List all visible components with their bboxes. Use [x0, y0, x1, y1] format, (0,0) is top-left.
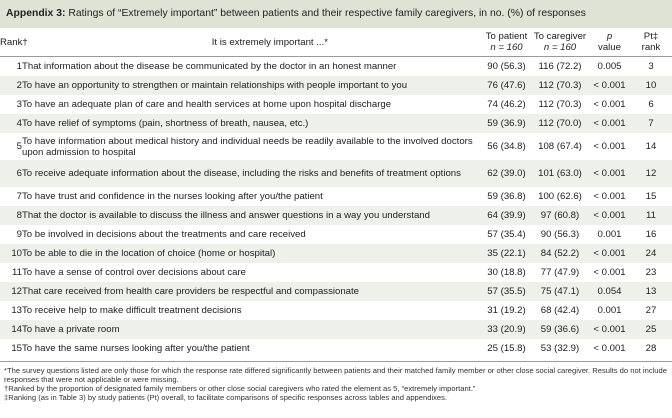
row-rank: 4: [0, 114, 22, 133]
row-p-value: 0.005: [597, 61, 622, 72]
row-patient: 31 (19.2): [487, 305, 526, 316]
row-caregiver: 100 (62.6): [538, 191, 582, 202]
row-pt-rank: 10: [630, 76, 672, 95]
header-caregiver-label: To caregiver: [533, 31, 587, 42]
row-p-value: < 0.001: [589, 160, 630, 187]
header-patient-label: To patient: [485, 31, 528, 42]
row-p-value: < 0.001: [589, 206, 630, 225]
row-caregiver: 112 (70.0): [531, 114, 589, 133]
header-patient-n: n = 160: [490, 42, 523, 53]
row-item: To receive help to make difficult treatment decisions: [22, 305, 242, 316]
table-row: [0, 57, 672, 77]
header-p-label: p: [606, 31, 613, 42]
row-p-value: < 0.001: [593, 267, 626, 278]
header-rank-item: [0, 28, 482, 57]
row-p-value: < 0.001: [589, 114, 630, 133]
header-pt-label: Pt‡: [643, 31, 659, 42]
header-rank-label: rank: [641, 42, 661, 53]
row-rank: 10: [0, 244, 22, 263]
row-rank: 6: [0, 160, 22, 187]
row-pt-rank: 13: [630, 282, 672, 301]
row-pt-rank: 16: [645, 229, 657, 240]
table-caption: [0, 0, 672, 28]
row-patient: 62 (39.0): [482, 160, 531, 187]
row-pt-rank: 3: [648, 61, 654, 72]
row-item: To have information about medical history and individual needs be readily available to the involved doctors upon admission to hospital: [22, 135, 473, 158]
table-row: [0, 160, 672, 187]
row-patient: 76 (47.6): [482, 76, 531, 95]
row-p-value: < 0.001: [589, 76, 630, 95]
row-patient: 33 (20.9): [482, 320, 531, 339]
row-patient: 25 (15.8): [487, 343, 526, 354]
row-p-value: < 0.001: [593, 141, 626, 152]
row-caregiver: 75 (47.1): [531, 282, 589, 301]
row-item: To have trust and confidence in the nurses looking after you/the patient: [22, 191, 323, 202]
table-row: [0, 114, 672, 133]
row-patient: 64 (39.9): [482, 206, 531, 225]
header-value-label: value: [598, 42, 621, 53]
row-p-value: < 0.001: [589, 244, 630, 263]
row-rank: 11: [12, 267, 22, 278]
table-row: [0, 225, 672, 244]
header-caregiver-n: n = 160: [543, 42, 577, 53]
row-rank: 14: [0, 320, 22, 339]
header-rank: Rank†: [0, 36, 28, 48]
header-p-value: [589, 28, 630, 57]
table-row: [0, 244, 672, 263]
row-patient: 35 (22.1): [482, 244, 531, 263]
row-item: To have an opportunity to strengthen or maintain relationships with people important to you: [22, 76, 482, 95]
row-caregiver: 108 (67.4): [538, 141, 582, 152]
row-caregiver: 97 (60.8): [531, 206, 589, 225]
row-patient: 59 (36.8): [487, 191, 526, 202]
table-row: [0, 282, 672, 301]
row-caregiver: 101 (63.0): [531, 160, 589, 187]
row-rank: 15: [11, 343, 22, 354]
row-caregiver: 77 (47.9): [540, 267, 580, 278]
row-caregiver: 68 (42.4): [540, 305, 580, 316]
row-rank: 2: [0, 76, 22, 95]
row-caregiver: 112 (70.3): [531, 76, 589, 95]
header-patient: [482, 28, 531, 57]
row-item: To have an adequate plan of care and health services at home upon hospital discharge: [22, 99, 392, 110]
table-row: [0, 206, 672, 225]
row-caregiver: 53 (32.9): [540, 343, 580, 354]
row-p-value: 0.001: [597, 229, 622, 240]
row-pt-rank: 6: [648, 99, 654, 110]
row-pt-rank: 25: [630, 320, 672, 339]
table-row: [0, 320, 672, 339]
row-caregiver: 90 (56.3): [540, 229, 580, 240]
table-header-row: [0, 28, 672, 57]
row-p-value: < 0.001: [589, 320, 630, 339]
footnote-dagger: †Ranked by the proportion of designated family members or other close social caregivers who rated the element as 5, “extremely important.”: [4, 384, 476, 393]
ratings-table: [0, 28, 672, 358]
row-item: To be able to die in the location of choice (home or hospital): [22, 244, 482, 263]
row-pt-rank: 7: [630, 114, 672, 133]
row-p-value: < 0.001: [593, 99, 626, 110]
table-row: [0, 339, 672, 358]
row-pt-rank: 28: [645, 343, 657, 354]
table-row: [0, 95, 672, 114]
table-body: [0, 57, 672, 359]
row-item: That the doctor is available to discuss the illness and answer questions in a way you understand: [22, 206, 482, 225]
row-p-value: < 0.001: [593, 191, 626, 202]
row-caregiver: 116 (72.2): [538, 61, 582, 72]
row-pt-rank: 24: [630, 244, 672, 263]
row-rank: 12: [0, 282, 22, 301]
table-row: [0, 76, 672, 95]
row-rank: 9: [16, 229, 22, 240]
footnote-double-dagger: ‡Ranking (as in Table 3) by study patients (Pt) overall, to facilitate comparisons of specific responses across tables and appendixes.: [4, 393, 448, 402]
row-rank: 3: [16, 99, 22, 110]
row-item: That care received from health care providers be respectful and compassionate: [22, 282, 482, 301]
row-pt-rank: 23: [645, 267, 657, 278]
row-patient: 57 (35.5): [482, 282, 531, 301]
row-item: To be involved in decisions about the treatments and care received: [22, 229, 306, 240]
row-item: To have the same nurses looking after you/the patient: [22, 343, 250, 354]
row-p-value: < 0.001: [593, 343, 626, 354]
row-pt-rank: 11: [630, 206, 672, 225]
row-item: That information about the disease be communicated by the doctor in an honest manner: [22, 61, 397, 72]
header-caregiver: [531, 28, 589, 57]
row-rank: 8: [0, 206, 22, 225]
row-item: To have a sense of control over decisions about care: [22, 267, 246, 278]
row-item: To have relief of symptoms (pain, shortness of breath, nausea, etc.): [22, 114, 482, 133]
row-patient: 59 (36.9): [482, 114, 531, 133]
caption-label: Appendix 3:: [6, 8, 66, 19]
row-pt-rank: 14: [645, 141, 657, 152]
row-pt-rank: 15: [645, 191, 657, 202]
row-rank: 1: [16, 61, 22, 72]
footnote-survey: *The survey questions listed are only those for which the response rate differed significantly between patients and their matched family member or other close social caregiver. Results do not include responses that were not applicable or were missing.: [4, 366, 667, 384]
header-pt-rank: [630, 28, 672, 57]
row-pt-rank: 27: [645, 305, 657, 316]
row-patient: 57 (35.4): [487, 229, 526, 240]
row-caregiver: 59 (36.6): [531, 320, 589, 339]
row-p-value: 0.054: [589, 282, 630, 301]
row-rank: 7: [16, 191, 22, 202]
row-caregiver: 84 (52.2): [531, 244, 589, 263]
row-rank: 13: [11, 305, 22, 316]
row-item: To receive adequate information about the disease, including the risks and benefits of treatment options: [22, 160, 482, 187]
header-item: It is extremely important ...*: [211, 36, 328, 48]
footnotes: [0, 361, 672, 402]
table-row: [0, 133, 672, 160]
caption-text: Ratings of “Extremely important” between patients and their respective family caregivers, in no. (%) of responses: [68, 8, 586, 19]
row-caregiver: 112 (70.3): [538, 99, 582, 110]
table-row: [0, 301, 672, 320]
row-pt-rank: 12: [630, 160, 672, 187]
row-patient: 56 (34.8): [487, 141, 526, 152]
row-rank: 5: [16, 141, 22, 152]
table-row: [0, 187, 672, 206]
row-patient: 90 (56.3): [487, 61, 526, 72]
row-patient: 74 (46.2): [487, 99, 526, 110]
row-p-value: 0.001: [597, 305, 622, 316]
table-row: [0, 263, 672, 282]
row-patient: 30 (18.8): [487, 267, 526, 278]
row-item: To have a private room: [22, 320, 482, 339]
